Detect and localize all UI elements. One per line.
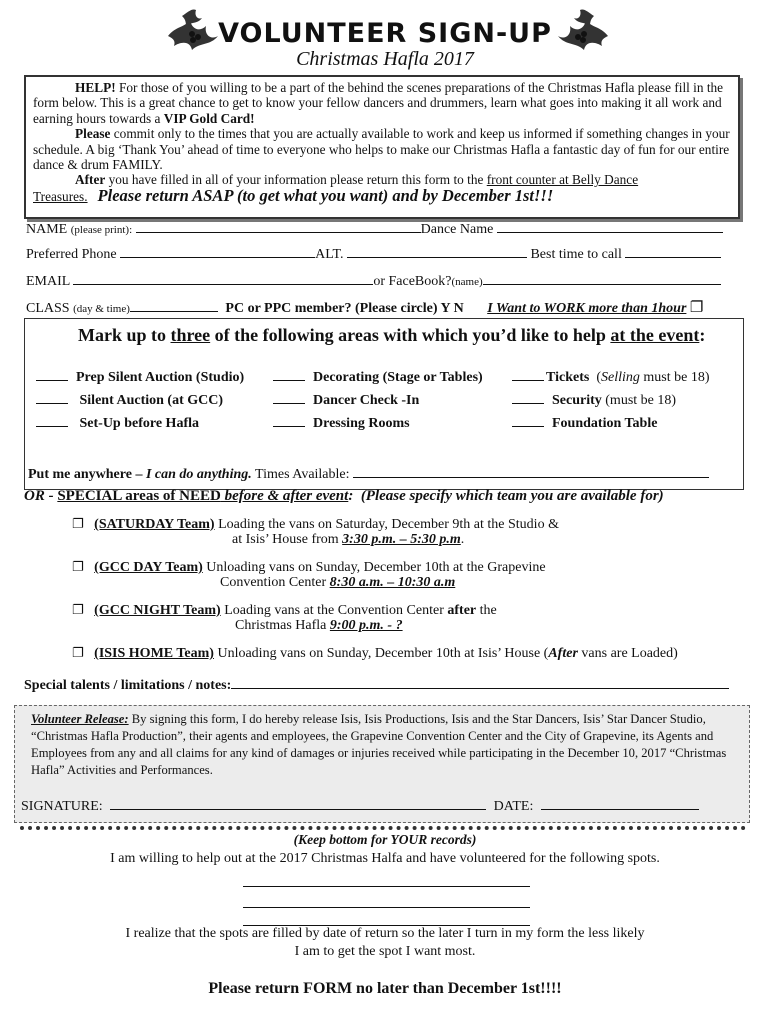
area-setup: Set-Up before Hafla: [79, 416, 199, 431]
signature-field[interactable]: [110, 797, 486, 810]
signature-row: [21, 797, 699, 815]
email-field[interactable]: [73, 272, 373, 285]
talents-row: [24, 676, 729, 694]
date-label: DATE:: [493, 799, 534, 814]
phone-label: Preferred Phone: [26, 247, 117, 262]
keep-bottom: (Keep bottom for YOUR records): [293, 832, 477, 847]
special-areas-label: SPECIAL areas of NEED: [57, 488, 221, 504]
anywhere-italic: I can do anything.: [145, 467, 252, 482]
areas-heading-mid: of the following areas with which you’d like to help: [210, 325, 611, 345]
area-option[interactable]: [273, 416, 410, 432]
realize-text-1: I realize that the spots are filled by date of return so the later I turn in my form the less likely: [125, 926, 645, 941]
member-question: PC or PPC member? (Please circle) Y N: [225, 301, 464, 316]
intro-p2: commit only to the times that you are actually available to work and keep us informed if something changes in your schedule. A big ‘Thank You’ ahead of time to everyone who helps to make our Christmas Hafla a fantastic day of fun for our entire dance & drum FAMILY.: [33, 126, 730, 173]
intro-box: [24, 75, 740, 219]
best-time-label: Best time to call: [530, 247, 622, 262]
final-return-notice: Please return FORM no later than December 1st!!!!: [208, 980, 562, 997]
spot-line-1[interactable]: [243, 872, 530, 887]
name-field[interactable]: [136, 220, 421, 233]
release-text: [31, 711, 745, 779]
name-label: NAME: [26, 222, 68, 237]
special-heading: OR - SPECIAL areas of NEED before & after event: (Please specify which team you are available for): [24, 488, 664, 504]
area-foundation-table: Foundation Table: [552, 416, 658, 431]
special-note: (Please specify which team you are available for): [360, 488, 664, 504]
phone-field[interactable]: [120, 245, 315, 258]
talents-label: Special talents / limitations / notes:: [24, 678, 232, 693]
area-silent-auction: Silent Auction (at GCC): [79, 393, 223, 408]
facebook-note: (name): [451, 276, 483, 288]
alt-label: ALT.: [315, 247, 344, 262]
release-body: By signing this form, I do hereby release Isis, Isis Productions, Isis and the Star Dancers, Isis’ Star Dancer Studio, “Christmas Hafla Production”, their agents and employees, the Grapevine Convention Center and the City of Grapevine, its Agents and Employees from any and all claims for any kind of damages or injuries received while participating in the December 10, 2017 “Christmas Hafla” Activities and Performances.: [31, 712, 727, 777]
class-row: [26, 298, 746, 317]
phone-row: [26, 245, 721, 263]
want-work-label: I Want to WORK more than 1hour: [487, 301, 687, 316]
page-subtitle: Christmas Hafla 2017: [296, 48, 474, 70]
spot-line-2[interactable]: [243, 893, 530, 908]
areas-heading-three: three: [170, 325, 211, 345]
facebook-field[interactable]: [483, 272, 721, 285]
release-label: Volunteer Release:: [31, 712, 129, 726]
name-note: (please print):: [70, 224, 133, 236]
intro-p1: For those of you willing to be a part of the behind the scenes preparations of the Christmas Hafla please fill in the form below. This is a great chance to get to know your fellow dancers and drummers, learn what goes into making it all work and earning hours towards a: [33, 80, 724, 126]
times-available-label: Times Available:: [251, 467, 350, 482]
anywhere-label: Put me anywhere –: [28, 467, 146, 482]
area-option[interactable]: [36, 416, 199, 432]
area-option[interactable]: [36, 370, 244, 386]
area-option[interactable]: [36, 393, 223, 409]
team-gcc-night[interactable]: ❐ (GCC NIGHT Team) Loading vans at the Convention Center after the Christmas Hafla 9:00 p.m. - ?: [72, 603, 497, 633]
area-security: Security: [552, 393, 602, 408]
best-time-field[interactable]: [625, 245, 721, 258]
team-gcc-day[interactable]: ❐ (GCC DAY Team) Unloading vans on Sunday, December 10th at the Grapevine Convention Center 8:30 a.m. – 10:30 a.m: [72, 560, 546, 590]
willing-text: I am willing to help out at the 2017 Christmas Halfa and have volunteered for the following spots.: [110, 851, 660, 866]
date-field[interactable]: [541, 797, 699, 810]
facebook-label: or FaceBook?: [373, 274, 452, 289]
help-lead: HELP!: [75, 80, 116, 95]
area-option[interactable]: [512, 416, 657, 432]
checkbox-icon[interactable]: ❐: [72, 646, 84, 661]
times-available-field[interactable]: [353, 465, 709, 478]
cut-line: [20, 826, 746, 830]
return-asap-text: Please return ASAP (to get what you want) and by December 1st!!!: [97, 185, 554, 205]
checkbox-icon[interactable]: ❐: [72, 603, 84, 618]
area-option[interactable]: [273, 370, 483, 386]
areas-heading: [78, 325, 705, 346]
spot-line-3[interactable]: [243, 911, 530, 926]
team-saturday[interactable]: ❐ (SATURDAY Team) Loading the vans on Saturday, December 9th at the Studio & at Isis’ House from 3:30 p.m. – 5:30 p.m.: [72, 517, 559, 547]
tickets-note: (Selling must be 18): [596, 370, 710, 385]
area-tickets: Tickets: [546, 370, 590, 385]
class-label: CLASS: [26, 301, 70, 316]
area-dancer-checkin: Dancer Check -In: [313, 393, 420, 408]
front-counter-text: front counter at Belly Dance Treasures.: [33, 172, 639, 204]
email-label: EMAIL: [26, 274, 70, 289]
special-before-after: before & after event: [220, 488, 349, 504]
area-prep-silent-auction: Prep Silent Auction (Studio): [76, 370, 245, 385]
areas-heading-event: at the event: [610, 325, 700, 345]
dance-name-label: Dance Name: [420, 222, 494, 237]
please-lead: Please: [75, 126, 111, 142]
class-field[interactable]: [130, 299, 218, 312]
realize-text-2: I am to get the spot I want most.: [294, 944, 476, 959]
area-decorating: Decorating (Stage or Tables): [313, 370, 483, 385]
want-work-checkbox[interactable]: ❐: [689, 298, 704, 316]
email-row: [26, 272, 721, 290]
name-row: [26, 220, 723, 238]
after-lead: After: [75, 172, 106, 188]
checkbox-icon[interactable]: ❐: [72, 560, 84, 575]
security-note: (must be 18): [601, 393, 677, 408]
signature-label: SIGNATURE:: [21, 799, 103, 814]
area-option[interactable]: [512, 370, 709, 386]
anywhere-row: [28, 465, 709, 483]
team-isis-home[interactable]: ❐ (ISIS HOME Team) Unloading vans on Sunday, December 10th at Isis’ House (After vans are Loaded): [72, 646, 678, 661]
vip-card: VIP Gold Card!: [163, 110, 255, 126]
area-option[interactable]: [273, 393, 419, 409]
alt-field[interactable]: [347, 245, 527, 258]
area-dressing-rooms: Dressing Rooms: [313, 416, 410, 431]
dance-name-field[interactable]: [497, 220, 723, 233]
talents-field[interactable]: [231, 676, 729, 689]
area-option[interactable]: [512, 393, 676, 409]
page-title: VOLUNTEER SIGN-UP: [218, 18, 552, 49]
areas-heading-end: :: [699, 325, 706, 345]
checkbox-icon[interactable]: ❐: [72, 517, 84, 532]
class-note: (day & time): [73, 303, 130, 315]
release-box: [14, 705, 750, 823]
areas-heading-pre: Mark up to: [78, 325, 171, 345]
intro-p3: you have filled in all of your information please return this form to the: [105, 172, 487, 188]
